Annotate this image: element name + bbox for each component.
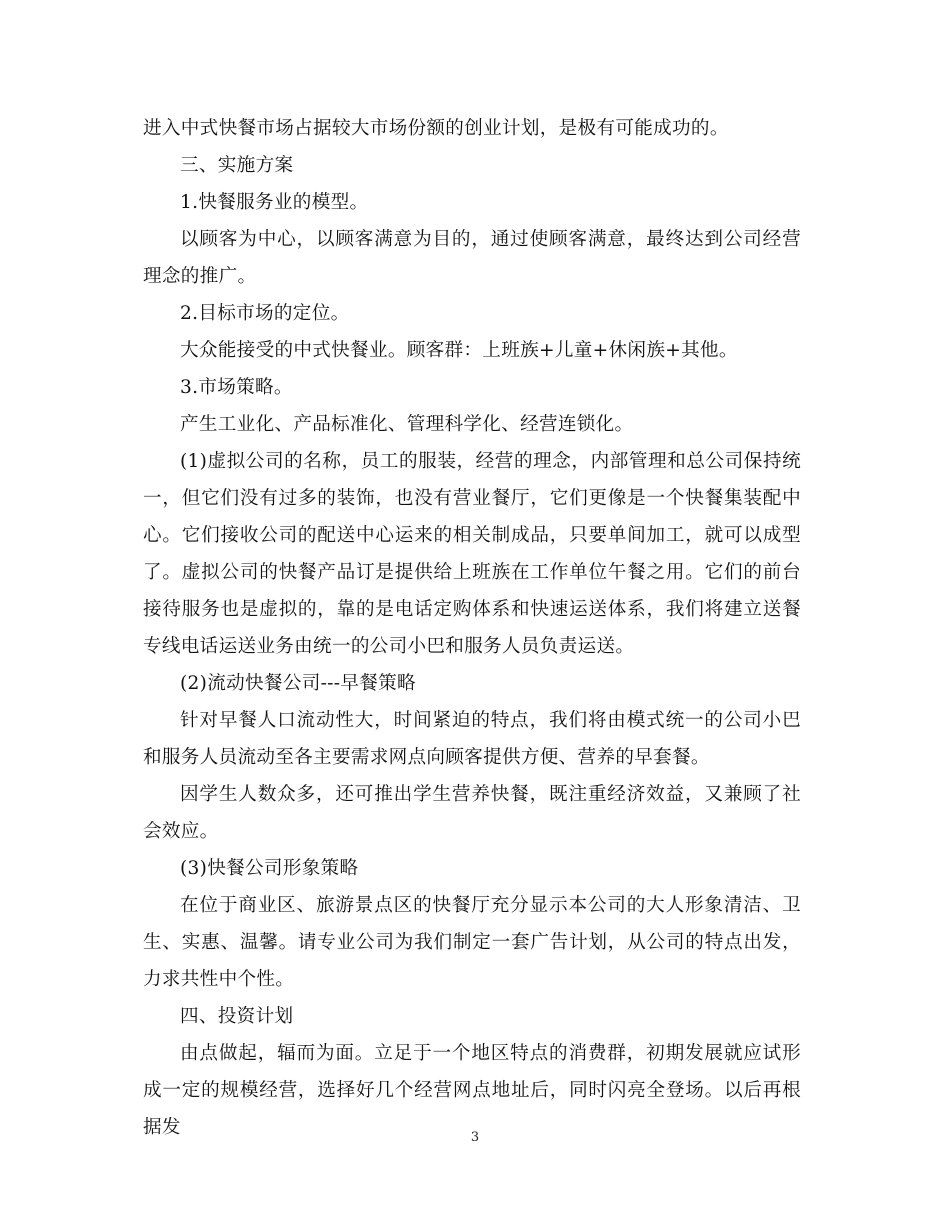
paragraph-service-model: 以顾客为中心，以顾客满意为目的，通过使顾客满意，最终达到公司经营理念的推广。 bbox=[143, 229, 801, 287]
subheading-image-strategy: (3)快餐公司形象策略 bbox=[180, 858, 359, 879]
section-heading-investment: 四、投资计划 bbox=[180, 1006, 294, 1027]
subheading-market-strategy: 3.市场策略。 bbox=[180, 377, 293, 398]
paragraph-image-strategy: 在位于商业区、旅游景点区的快餐厅充分显示本公司的大人形象清洁、卫生、实惠、温馨。请专业公司为我们制定一套广告计划，从公司的特点出发，力求共性中个性。 bbox=[143, 895, 801, 990]
paragraph-1: 进入中式快餐市场占据较大市场份额的创业计划，是极有可能成功的。 bbox=[143, 118, 729, 139]
paragraph-students: 因学生人数众多，还可推出学生营养快餐，既注重经济效益，又兼顾了社会效应。 bbox=[143, 784, 801, 842]
paragraph-virtual-company: (1)虚拟公司的名称，员工的服装，经营的理念，内部管理和总公司保持统一，但它们没有过多的装饰，也没有营业餐厅，它们更像是一个快餐集装配中心。它们接收公司的配送中心运来的相关制成品，只要单间加工，就可以成型了。虚拟公司的快餐产品订是提供给上班族在工作单位午餐之用。它们的前台接待服务也是虚拟的，靠的是电话定购体系和快速运送体系，我们将建立送餐专线电话运送业务由统一的公司小巴和服务人员负责运送。 bbox=[143, 451, 801, 657]
subheading-service-model: 1.快餐服务业的模型。 bbox=[180, 192, 369, 213]
document-body bbox=[143, 110, 801, 1146]
paragraph-market-strategy: 产生工业化、产品标准化、管理科学化、经营连锁化。 bbox=[180, 414, 634, 435]
paragraph-target-market: 大众能接受的中式快餐业。顾客群：上班族+儿童+休闲族+其他。 bbox=[180, 340, 738, 361]
paragraph-investment: 由点做起，辐而为面。立足于一个地区特点的消费群，初期发展就应试形成一定的规模经营，选择好几个经营网点地址后，同时闪亮全登场。以后再根据发 bbox=[143, 1043, 801, 1138]
section-heading-implementation: 三、实施方案 bbox=[180, 155, 294, 176]
subheading-mobile-fastfood: (2)流动快餐公司---早餐策略 bbox=[180, 673, 416, 694]
paragraph-breakfast: 针对早餐人口流动性大，时间紧迫的特点，我们将由模式统一的公司小巴和服务人员流动至各主要需求网点向顾客提供方便、营养的早套餐。 bbox=[143, 710, 801, 768]
page-number: 3 bbox=[470, 1130, 480, 1145]
subheading-target-market: 2.目标市场的定位。 bbox=[180, 303, 350, 324]
